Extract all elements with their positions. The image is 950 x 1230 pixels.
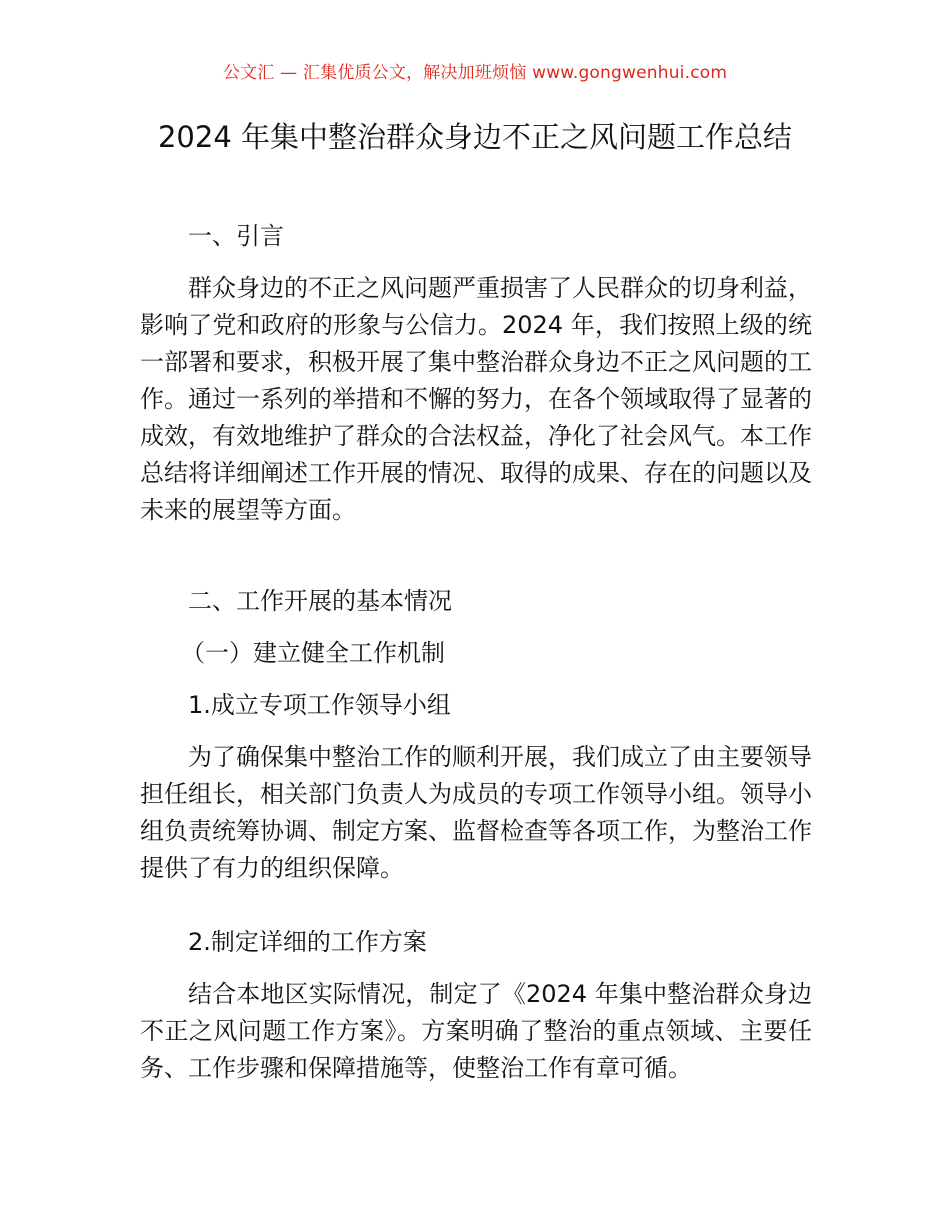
header-banner: 公文汇 — 汇集优质公文，解决加班烦恼 www.gongwenhui.com: [222, 63, 728, 83]
item-heading-work-plan: 2.制定详细的工作方案: [188, 928, 427, 956]
section-heading-basic-situation: 二、工作开展的基本情况: [188, 587, 452, 615]
section-heading-introduction: 一、引言: [188, 222, 284, 250]
leading-group-paragraph: 为了确保集中整治工作的顺利开展，我们成立了由主要领导担任组长，相关部门负责人为成员的专项工作领导小组。领导小组负责统筹协调、制定方案、监督检查等各项工作，为整治工作提供了有力的组织保障。: [140, 743, 812, 882]
item-heading-leading-group: 1.成立专项工作领导小组: [188, 691, 451, 719]
document-title: 2024 年集中整治群众身边不正之风问题工作总结: [157, 120, 793, 154]
work-plan-paragraph: 结合本地区实际情况，制定了《2024 年集中整治群众身边不正之风问题工作方案》。方案明确了整治的重点领域、主要任务、工作步骤和保障措施等，使整治工作有章可循。: [140, 980, 812, 1082]
introduction-paragraph: 群众身边的不正之风问题严重损害了人民群众的切身利益，影响了党和政府的形象与公信力。2024 年，我们按照上级的统一部署和要求，积极开展了集中整治群众身边不正之风问题的工作。通过一系列的举措和不懈的努力，在各个领域取得了显著的成效，有效地维护了群众的合法权益，净化了社会风气。本工作总结将详细阐述工作开展的情况、取得的成果、存在的问题以及未来的展望等方面。: [140, 274, 812, 524]
subsection-heading-mechanism: （一）建立健全工作机制: [181, 639, 445, 667]
